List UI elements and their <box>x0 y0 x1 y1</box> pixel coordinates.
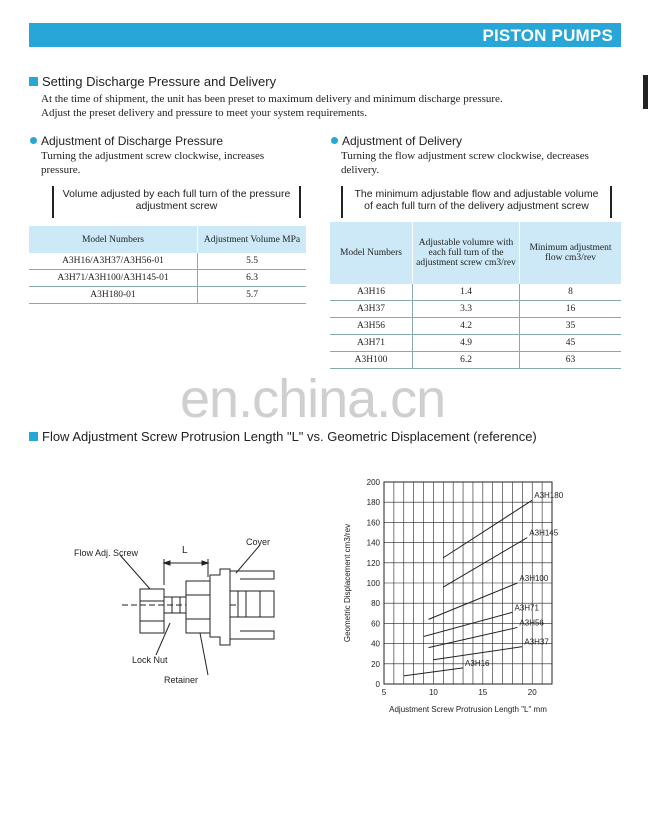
setting-line-1: At the time of shipment, the unit has been preset to maximum delivery and minimum discharge pressure. <box>41 93 503 105</box>
series-label-a3h100: A3H100 <box>519 574 549 583</box>
watermark: en.china.cn <box>180 369 446 429</box>
series-line-a3h37 <box>433 647 522 660</box>
y-tick-label: 80 <box>371 599 380 609</box>
page-edge-tab <box>643 75 648 109</box>
delivery-table <box>330 222 621 369</box>
figure-title: Flow Adjustment Screw Protrusion Length "L" vs. Geometric Displacement (reference) <box>29 429 537 444</box>
chart-series <box>404 491 564 676</box>
section-setting-text <box>41 92 621 120</box>
y-tick-label: 100 <box>366 579 380 588</box>
table-row: A3H100 6.2 63 <box>330 352 621 369</box>
y-tick-label: 180 <box>366 498 380 508</box>
x-tick-label: 10 <box>428 688 438 697</box>
x-tick-label: 20 <box>527 688 537 697</box>
table-row: A3H71 4.9 45 <box>330 335 621 352</box>
pressure-col-model: Model Numbers <box>29 226 198 253</box>
displacement-chart <box>340 470 570 730</box>
table-row: A3H180-01 5.7 <box>29 287 306 304</box>
delivery-note: The minimum adjustable flow and adjustable volume of each full turn of the delivery adjustment screw <box>341 186 612 218</box>
pressure-table <box>29 226 306 304</box>
y-tick-label: 160 <box>366 518 380 528</box>
delivery-col-min: Minimum adjustment flow cm3/rev <box>520 222 622 284</box>
table-row: A3H71/A3H100/A3H145-01 6.3 <box>29 270 306 287</box>
lock-nut-shape <box>140 589 164 633</box>
chart-grid <box>384 482 552 684</box>
series-label-a3h71: A3H71 <box>514 603 539 613</box>
series-label-a3h56: A3H56 <box>519 618 544 628</box>
header-bar <box>29 23 621 47</box>
pressure-note: Volume adjusted by each full turn of the pressure adjustment screw <box>52 186 301 218</box>
label-flow-adj-screw: Flow Adj. Screw <box>74 548 139 558</box>
y-tick-label: 0 <box>375 680 380 689</box>
delivery-col-volume: Adjustable volumre with each full turn of the adjustment screw cm3/rev <box>413 222 520 284</box>
label-lock-nut: Lock Nut <box>132 655 168 665</box>
series-label-a3h180: A3H180 <box>534 491 564 501</box>
label-cover: Cover <box>246 537 271 547</box>
series-label-a3h37: A3H37 <box>524 637 549 647</box>
square-bullet-icon <box>29 77 38 86</box>
square-bullet-icon <box>29 432 38 441</box>
screw-diagram <box>60 525 300 695</box>
label-retainer: Retainer <box>164 675 199 685</box>
section-setting-title: Setting Discharge Pressure and Delivery <box>29 74 276 89</box>
pressure-title: Adjustment of Discharge Pressure <box>30 134 223 148</box>
x-tick-label: 15 <box>478 688 488 697</box>
setting-line-2: Adjust the preset delivery and pressure to meet your system requirements. <box>41 107 367 119</box>
dot-bullet-icon <box>30 137 37 144</box>
y-tick-label: 20 <box>371 659 380 669</box>
table-row: A3H56 4.2 35 <box>330 318 621 335</box>
delivery-title: Adjustment of Delivery <box>331 134 462 148</box>
series-label-a3h16: A3H16 <box>465 658 490 668</box>
chart-x-label: Adjustment Screw Protrusion Length "L" mm <box>389 705 547 714</box>
dot-bullet-icon <box>331 137 338 144</box>
y-tick-label: 60 <box>371 619 380 629</box>
x-tick-label: 5 <box>381 688 387 697</box>
table-row: A3H16 1.4 8 <box>330 284 621 301</box>
chart-y-label: Geometric Displacement cm3/rev <box>343 523 352 643</box>
series-line-a3h145 <box>443 538 527 587</box>
y-tick-label: 200 <box>366 478 380 487</box>
chart-ticks <box>367 478 538 697</box>
pressure-text: Turning the adjustment screw clockwise, increases pressure. <box>41 150 265 176</box>
y-tick-label: 140 <box>366 538 380 548</box>
pressure-col-volume: Adjustment Volume MPa <box>198 226 307 253</box>
table-row: A3H37 3.3 16 <box>330 301 621 318</box>
delivery-col-model: Model Numbers <box>330 222 413 284</box>
series-label-a3h145: A3H145 <box>529 528 559 538</box>
y-tick-label: 40 <box>371 639 380 649</box>
y-tick-label: 120 <box>366 558 380 568</box>
page-title: PISTON PUMPS <box>482 26 613 45</box>
table-row: A3H16/A3H37/A3H56-01 5.5 <box>29 253 306 270</box>
label-length: L <box>182 545 188 556</box>
series-line-a3h180 <box>443 500 532 558</box>
delivery-text: Turning the flow adjustment screw clockwise, decreases delivery. <box>341 150 589 176</box>
